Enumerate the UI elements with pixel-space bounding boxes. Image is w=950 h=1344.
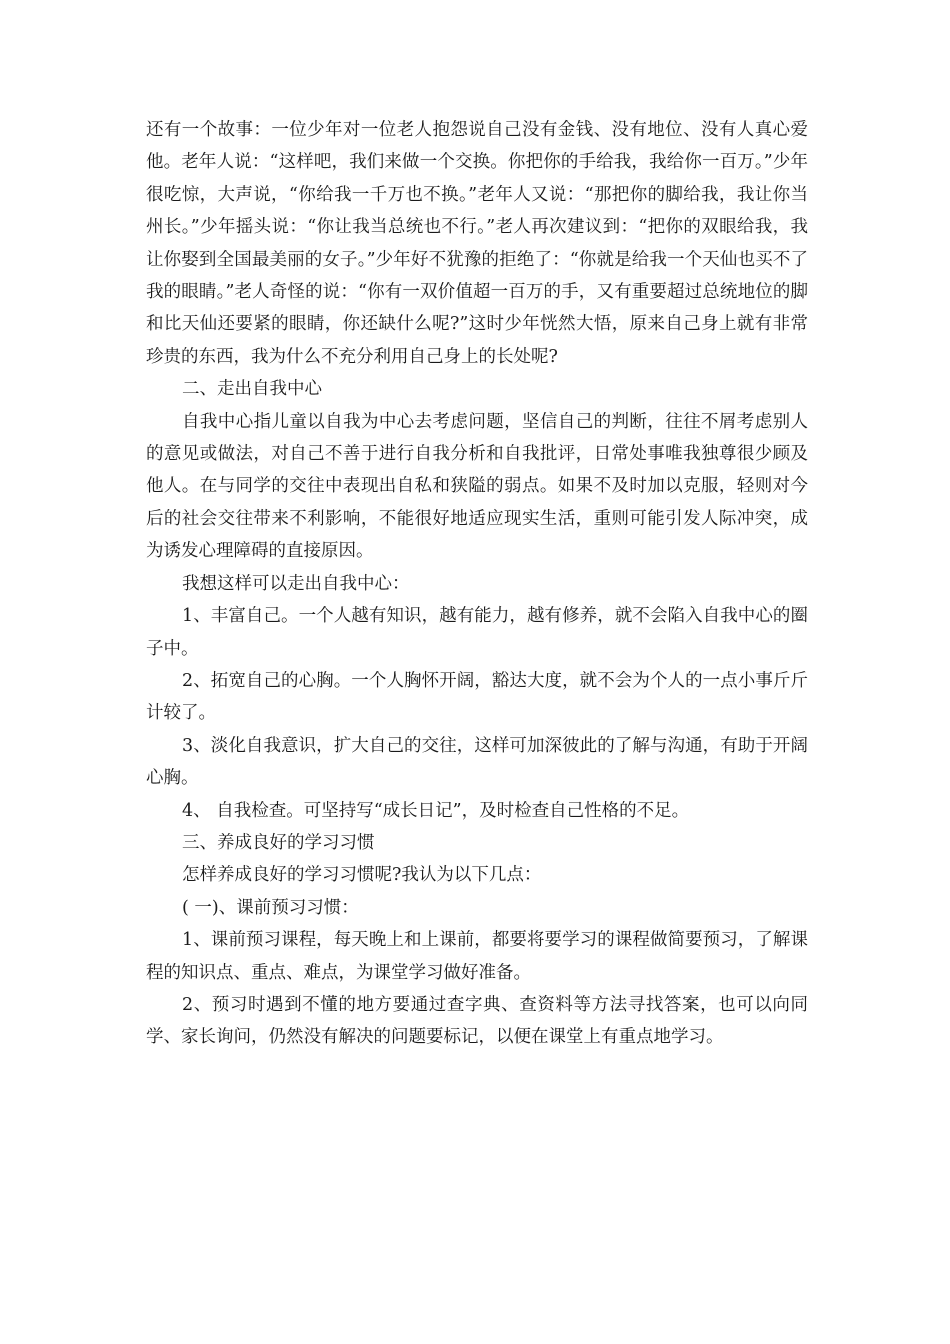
- preview-item-1: 1、课前预习课程，每天晚上和上课前，都要将要学习的课程做简要预习，了解课程的知识点、重点、难点，为课堂学习做好准备。: [146, 930, 808, 983]
- list-item-1: 1、丰富自己。一个人越有知识，越有能力，越有修养，就不会陷入自我中心的圈子中。: [146, 606, 808, 659]
- heading-section-two: 二、走出自我中心: [182, 379, 322, 400]
- paragraph-habits-intro: 怎样养成良好的学习习惯呢?我认为以下几点：: [182, 865, 542, 886]
- paragraph-ways-intro: 我想这样可以走出自我中心：: [182, 573, 410, 594]
- preview-item-2: 2、预习时遇到不懂的地方要通过查字典、查资料等方法寻找答案，也可以向同学、家长询问，仍然没有解决的问题要标记，以便在课堂上有重点地学习。: [146, 994, 808, 1048]
- document-body: [146, 114, 808, 1054]
- paragraph-story: 还有一个故事：一位少年对一位老人抱怨说自己没有金钱、没有地位、没有人真心爱他。老年人说：“这样吧，我们来做一个交换。你把你的手给我，我给你一百万。”少年很吃惊，大声说，“你给我一千万也不换。”老年人又说：“那把你的脚给我，我让你当州长。”少年摇头说：“你让我当总统也不行。”老人再次建议到：“把你的双眼给我，我让你娶到全国最美丽的女子。”少年好不犹豫的拒绝了：“你就是给我一个天仙也买不了我的眼睛。”老人奇怪的说：“你有一双价值超一百万的手，又有重要超过总统地位的脚和比天仙还要紧的眼睛，你还缺什么呢?”这时少年恍然大悟，原来自己身上就有非常珍贵的东西，我为什么不充分利用自己身上的长处呢?: [146, 120, 808, 367]
- list-item-3: 3、淡化自我意识，扩大自己的交往，这样可加深彼此的了解与沟通，有助于开阔心胸。: [146, 735, 808, 789]
- list-item-4: 4、 自我检查。可坚持写“成长日记”，及时检查自己性格的不足。: [182, 800, 690, 821]
- paragraph-self-centered: 自我中心指儿童以自我为中心去考虑问题，坚信自己的判断，往往不屑考虑别人的意见或做法，对自己不善于进行自我分析和自我批评，日常处事唯我独尊很少顾及他人。在与同学的交往中表现出自私和狭隘的弱点。如果不及时加以克服，轻则对今后的社会交往带来不利影响，不能很好地适应现实生活，重则可能引发人际冲突，成为诱发心理障碍的直接原因。: [146, 411, 808, 562]
- heading-section-three: 三、养成良好的学习习惯: [182, 832, 375, 853]
- subheading-preview: ( 一)、课前预习习惯：: [182, 897, 359, 918]
- list-item-2: 2、拓宽自己的心胸。一个人胸怀开阔，豁达大度，就不会为个人的一点小事斤斤计较了。: [146, 670, 808, 724]
